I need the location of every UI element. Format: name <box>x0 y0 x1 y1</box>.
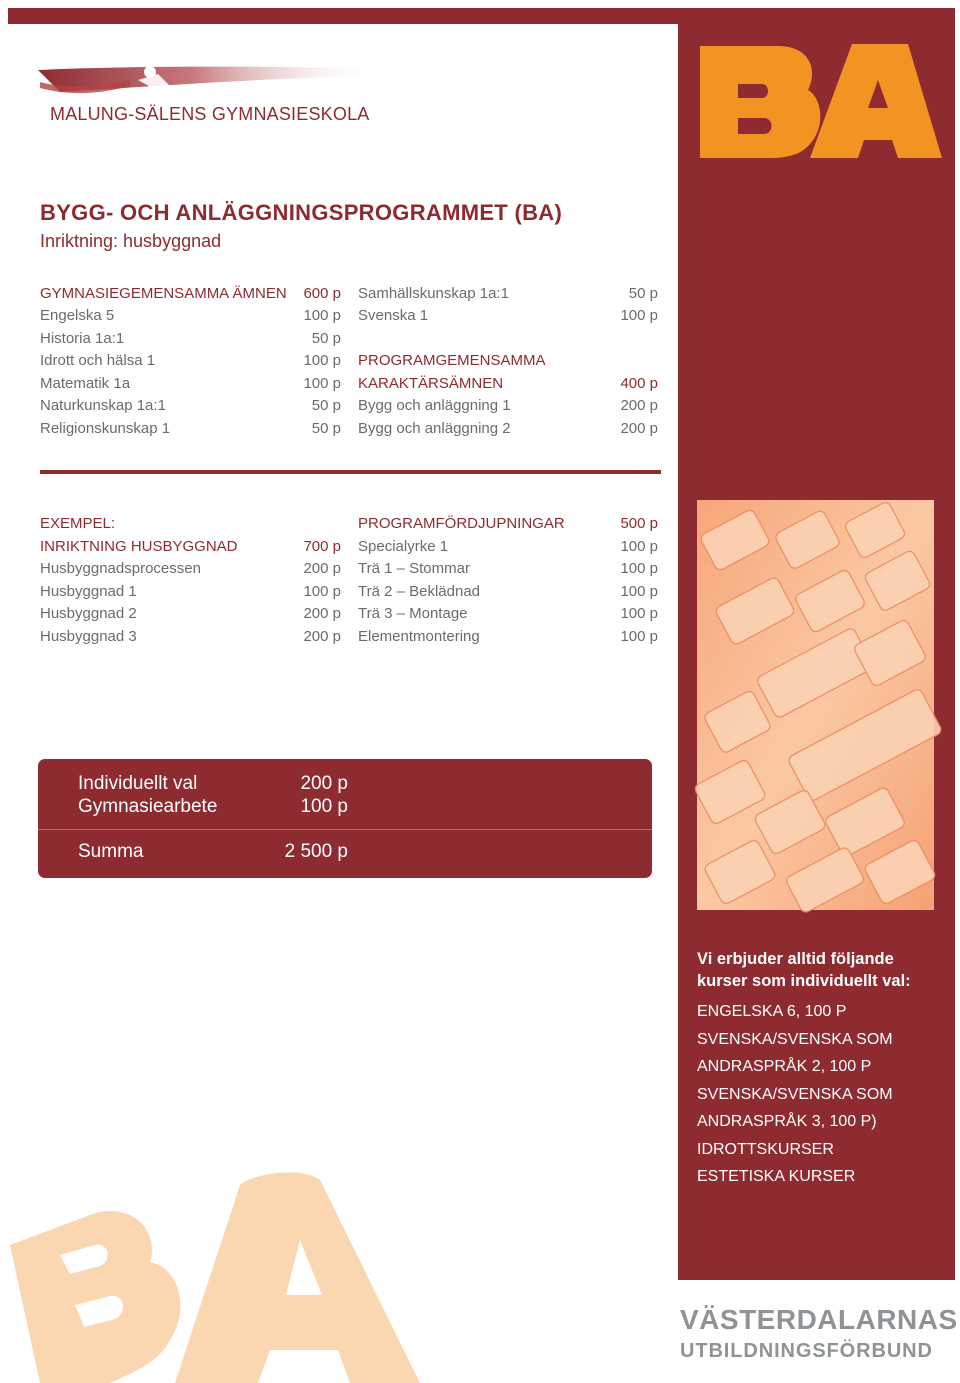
course-points: 200 p <box>303 605 341 622</box>
course-points: 100 p <box>303 583 341 600</box>
section-heading: KARAKTÄRSÄMNEN <box>358 375 504 392</box>
course-points: 100 p <box>620 538 658 555</box>
gymnasiearbete-points: 100 p <box>300 796 348 817</box>
course-row <box>358 536 658 558</box>
course-name: Engelska 5 <box>40 307 115 324</box>
course-row <box>40 626 341 648</box>
course-name: Trä 1 – Stommar <box>358 560 470 577</box>
individual-choice-panel <box>697 948 937 1191</box>
offer-item: SVENSKA/SVENSKA SOM <box>697 1030 893 1048</box>
course-points: 200 p <box>620 420 658 437</box>
gymnasiegemensamma-heading-row <box>40 283 341 305</box>
section-heading: PROGRAMGEMENSAMMA <box>358 352 546 369</box>
course-row <box>358 305 658 327</box>
course-points: 100 p <box>620 307 658 324</box>
course-row <box>40 603 341 625</box>
course-points: 100 p <box>303 352 341 369</box>
course-points: 200 p <box>620 397 658 414</box>
section-points: 500 p <box>620 515 658 532</box>
course-row <box>40 581 341 603</box>
section-points: 700 p <box>303 538 341 555</box>
summa-points: 2 500 p <box>284 841 348 862</box>
course-row <box>358 418 658 440</box>
course-name: Historia 1a:1 <box>40 330 125 347</box>
course-name: Bygg och anläggning 2 <box>358 420 511 437</box>
course-row <box>40 328 341 350</box>
course-points: 100 p <box>620 560 658 577</box>
course-name: Svenska 1 <box>358 307 429 324</box>
organisation-subname: UTBILDNINGSFÖRBUND <box>680 1340 933 1362</box>
course-row <box>358 603 658 625</box>
course-points: 100 p <box>303 307 341 324</box>
course-name: Trä 2 – Beklädnad <box>358 583 481 600</box>
summary-divider <box>38 829 652 830</box>
inriktning-heading-row <box>40 536 341 558</box>
course-row <box>40 395 341 417</box>
course-row <box>40 373 341 395</box>
exempel-heading-row <box>40 513 341 535</box>
organisation-name: VÄSTERDALARNAS <box>680 1304 958 1335</box>
program-subtitle: Inriktning: husbyggnad <box>40 231 222 251</box>
course-name: Husbyggnad 1 <box>40 583 137 600</box>
keyboard-image <box>693 500 943 914</box>
course-points: 100 p <box>303 375 341 392</box>
programgemensamma-heading-row-2 <box>358 373 658 395</box>
course-points: 100 p <box>620 583 658 600</box>
section-heading: EXEMPEL: <box>40 515 116 532</box>
programgemensamma-heading-row <box>358 350 658 372</box>
course-name: Husbyggnad 2 <box>40 605 137 622</box>
course-row <box>40 350 341 372</box>
course-name: Idrott och hälsa 1 <box>40 352 156 369</box>
offer-item: ENGELSKA 6, 100 P <box>697 1003 847 1020</box>
course-name: Husbyggnad 3 <box>40 628 137 645</box>
section-heading: GYMNASIEGEMENSAMMA ÄMNEN <box>40 285 287 302</box>
offer-item: SVENSKA/SVENSKA SOM <box>697 1085 893 1103</box>
course-name: Trä 3 – Montage <box>358 605 468 622</box>
fordjupningar-heading-row <box>358 513 658 535</box>
course-row <box>358 395 658 417</box>
summa-label: Summa <box>78 841 144 862</box>
summary-box <box>38 759 652 878</box>
course-name: Matematik 1a <box>40 375 131 392</box>
section-points: 400 p <box>620 375 658 392</box>
course-name: Specialyrke 1 <box>358 538 449 555</box>
section-subheading: INRIKTNING HUSBYGGNAD <box>40 538 238 555</box>
offer-heading: Vi erbjuder alltid följande <box>697 950 894 968</box>
course-points: 100 p <box>620 628 658 645</box>
section-heading: PROGRAMFÖRDJUPNINGAR <box>358 515 565 532</box>
offer-item: IDROTTSKURSER <box>697 1140 834 1158</box>
offer-item: ANDRASPRÅK 3, 100 P) <box>697 1113 877 1130</box>
section-points: 600 p <box>303 285 341 302</box>
course-name: Elementmontering <box>358 628 480 645</box>
course-points: 50 p <box>311 420 341 437</box>
offer-item: ESTETISKA KURSER <box>697 1168 856 1185</box>
course-points: 50 p <box>628 285 658 302</box>
offer-item: ANDRASPRÅK 2, 100 P <box>697 1058 872 1075</box>
course-name: Bygg och anläggning 1 <box>358 397 511 414</box>
course-points: 200 p <box>303 628 341 645</box>
offer-heading: kurser som individuellt val: <box>697 972 911 990</box>
course-points: 50 p <box>311 397 341 414</box>
course-name: Husbyggnadsprocessen <box>40 560 201 577</box>
course-row <box>40 305 341 327</box>
course-points: 200 p <box>303 560 341 577</box>
school-name: MALUNG-SÄLENS GYMNASIESKOLA <box>50 104 370 124</box>
course-name: Samhällskunskap 1a:1 <box>358 285 509 302</box>
course-name: Naturkunskap 1a:1 <box>40 397 166 414</box>
course-name: Religionskunskap 1 <box>40 420 171 437</box>
course-row <box>40 418 341 440</box>
course-points: 50 p <box>311 330 341 347</box>
course-row <box>40 558 341 580</box>
course-row <box>358 558 658 580</box>
individuellt-points: 200 p <box>300 773 348 794</box>
program-title: BYGG- OCH ANLÄGGNINGSPROGRAMMET (BA) <box>40 200 563 225</box>
course-row <box>358 283 658 305</box>
course-row <box>358 581 658 603</box>
course-points: 100 p <box>620 605 658 622</box>
individuellt-label: Individuellt val <box>78 773 198 794</box>
gymnasiearbete-label: Gymnasiearbete <box>78 796 218 817</box>
course-row <box>358 626 658 648</box>
section-divider <box>40 470 661 474</box>
